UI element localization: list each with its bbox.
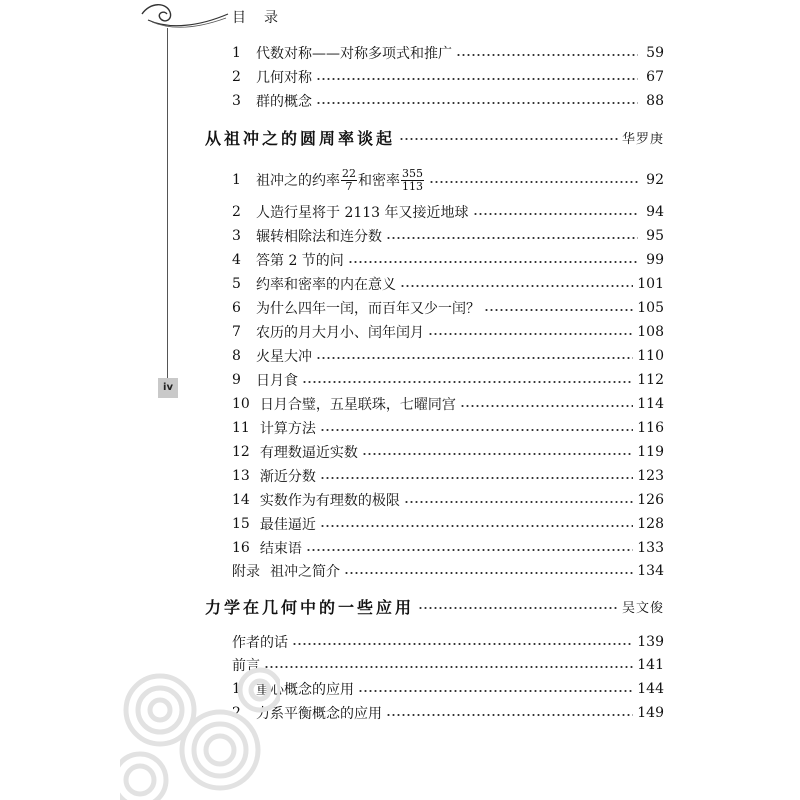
entry-page: 133 [637,540,664,556]
page-number-tab: iv [158,378,178,398]
toc-entry[interactable] [232,465,664,487]
dot-leader [399,138,618,140]
entry-page: 144 [637,681,664,697]
toc-entry[interactable] [232,393,664,415]
dot-leader [404,501,633,503]
entry-number: 附录 [232,564,260,580]
entry-title: 有理数逼近实数 [259,445,358,461]
entry-title: 重心概念的应用 [256,682,354,698]
section-heading[interactable] [205,124,664,150]
fraction [341,168,357,193]
entry-page: 134 [637,563,664,579]
entry-title: 最佳逼近 [259,517,316,533]
toc-entry[interactable] [232,560,664,582]
entry-number: 2 [232,705,241,721]
dot-leader [386,237,638,239]
entry-title: 日月合璧，五星联珠，七曜同宫 [259,397,456,413]
entry-number: 3 [232,228,241,244]
entry-page: 92 [646,172,664,188]
entry-title-part: 祖冲之的约率 [256,173,340,189]
entry-number: 12 [232,444,250,460]
entry-number: 6 [232,300,241,316]
dot-leader [473,213,638,215]
fraction-numerator: 22 [342,166,356,180]
toc-entry[interactable] [232,631,664,653]
dot-leader [428,333,633,335]
toc-entry[interactable] [232,90,664,112]
entry-page: 128 [637,516,664,532]
scroll-ornament-icon [140,0,230,32]
dot-leader [358,690,633,692]
dot-leader [348,261,638,263]
entry-title: 答第 2 节的问 [256,253,344,269]
entry-page: 119 [637,444,664,460]
section-heading[interactable] [205,593,664,619]
dot-leader [264,666,633,668]
entry-page: 112 [637,372,664,388]
entry-title: 渐近分数 [259,469,316,485]
toc-entry[interactable] [232,297,664,319]
entry-title: 日月食 [256,373,298,389]
dot-leader [400,285,633,287]
fraction [401,168,424,193]
dot-leader [386,714,633,716]
toc-entry[interactable] [232,201,664,223]
dot-leader [320,525,633,527]
entry-title: 火星大冲 [256,349,312,365]
entry-title: 力系平衡概念的应用 [256,706,382,722]
dot-leader [306,549,633,551]
toc-entry[interactable] [232,441,664,463]
entry-title: 前言 [232,658,260,674]
toc-entry[interactable] [232,489,664,511]
entry-page: 105 [637,300,664,316]
toc-entry[interactable] [232,163,664,197]
toc-entry[interactable] [232,702,664,724]
dot-leader [320,477,633,479]
dot-leader [429,181,638,183]
dot-leader [418,607,618,609]
dot-leader [344,572,633,574]
toc-entry[interactable] [232,225,664,247]
entry-number: 10 [232,396,250,412]
toc-entry[interactable] [232,345,664,367]
entry-number: 15 [232,516,250,532]
entry-page: 99 [646,252,664,268]
dot-leader [362,453,633,455]
entry-title: 人造行星将于 2113 年又接近地球 [256,205,469,221]
entry-page: 88 [646,93,664,109]
entry-page: 114 [637,396,664,412]
entry-page: 116 [637,420,664,436]
entry-page: 141 [637,657,664,673]
entry-page: 95 [646,228,664,244]
entry-number: 1 [232,45,241,61]
entry-page: 101 [637,276,664,292]
dot-leader [316,78,638,80]
dot-leader [320,429,633,431]
entry-title: 几何对称 [256,70,312,86]
dot-leader [302,381,633,383]
dot-leader [292,643,633,645]
entry-page: 123 [637,468,664,484]
margin-rule [167,28,168,384]
entry-title-part: 和密率 [358,173,400,189]
page-header-title: 目 录 [232,10,280,26]
entry-number: 1 [232,172,241,188]
entry-number: 7 [232,324,241,340]
toc-entry[interactable] [232,417,664,439]
entry-number: 5 [232,276,241,292]
entry-page: 139 [637,634,664,650]
entry-number: 14 [232,492,250,508]
entry-number: 16 [232,540,250,556]
fraction-denominator: 113 [402,179,423,193]
section-author: 华罗庚 [621,131,664,147]
entry-number: 4 [232,252,241,268]
entry-number: 13 [232,468,250,484]
dot-leader [456,54,638,56]
entry-number: 8 [232,348,241,364]
decorative-circles-icon [120,640,280,800]
entry-page: 126 [637,492,664,508]
toc-entry[interactable] [232,537,664,559]
dot-leader [484,309,633,311]
entry-number: 9 [232,372,241,388]
fraction-numerator: 355 [402,166,423,180]
toc-entry[interactable] [232,369,664,391]
toc-entry[interactable] [232,678,664,700]
entry-title: 群的概念 [256,94,312,110]
entry-page: 67 [646,69,664,85]
entry-page: 94 [646,204,664,220]
entry-title: 作者的话 [232,635,288,651]
entry-title: 约率和密率的内在意义 [256,277,396,293]
entry-title: 祖冲之简介 [270,564,340,580]
toc-entry[interactable] [232,249,664,271]
entry-title: 计算方法 [259,421,316,437]
toc-entry[interactable] [232,321,664,343]
fraction-denominator: 7 [345,179,353,193]
section-title: 力学在几何中的一些应用 [205,597,415,617]
entry-title: 辗转相除法和连分数 [256,229,382,245]
toc-entry[interactable] [232,654,664,676]
dot-leader [460,405,633,407]
entry-number: 2 [232,204,241,220]
entry-number: 1 [232,681,241,697]
section-author: 吴文俊 [621,600,664,616]
entry-page: 110 [637,348,664,364]
entry-page: 149 [637,705,664,721]
dot-leader [316,357,633,359]
toc-entry[interactable] [232,66,664,88]
section-title: 从祖冲之的圆周率谈起 [205,128,396,148]
entry-page: 59 [646,45,664,61]
entry-number: 11 [232,420,250,436]
entry-number: 2 [232,69,241,85]
entry-title: 为什么四年一闰，而百年又少一闰？ [256,301,480,317]
entry-title: 农历的月大月小、闰年闰月 [256,325,424,341]
entry-number: 3 [232,93,241,109]
toc-entry[interactable] [232,273,664,295]
entry-page: 108 [637,324,664,340]
dot-leader [316,102,638,104]
toc-entry[interactable] [232,42,664,64]
entry-title: 结束语 [259,541,302,557]
entry-title: 代数对称——对称多项式和推广 [256,46,452,62]
entry-title: 实数作为有理数的极限 [259,493,400,509]
toc-entry[interactable] [232,513,664,535]
